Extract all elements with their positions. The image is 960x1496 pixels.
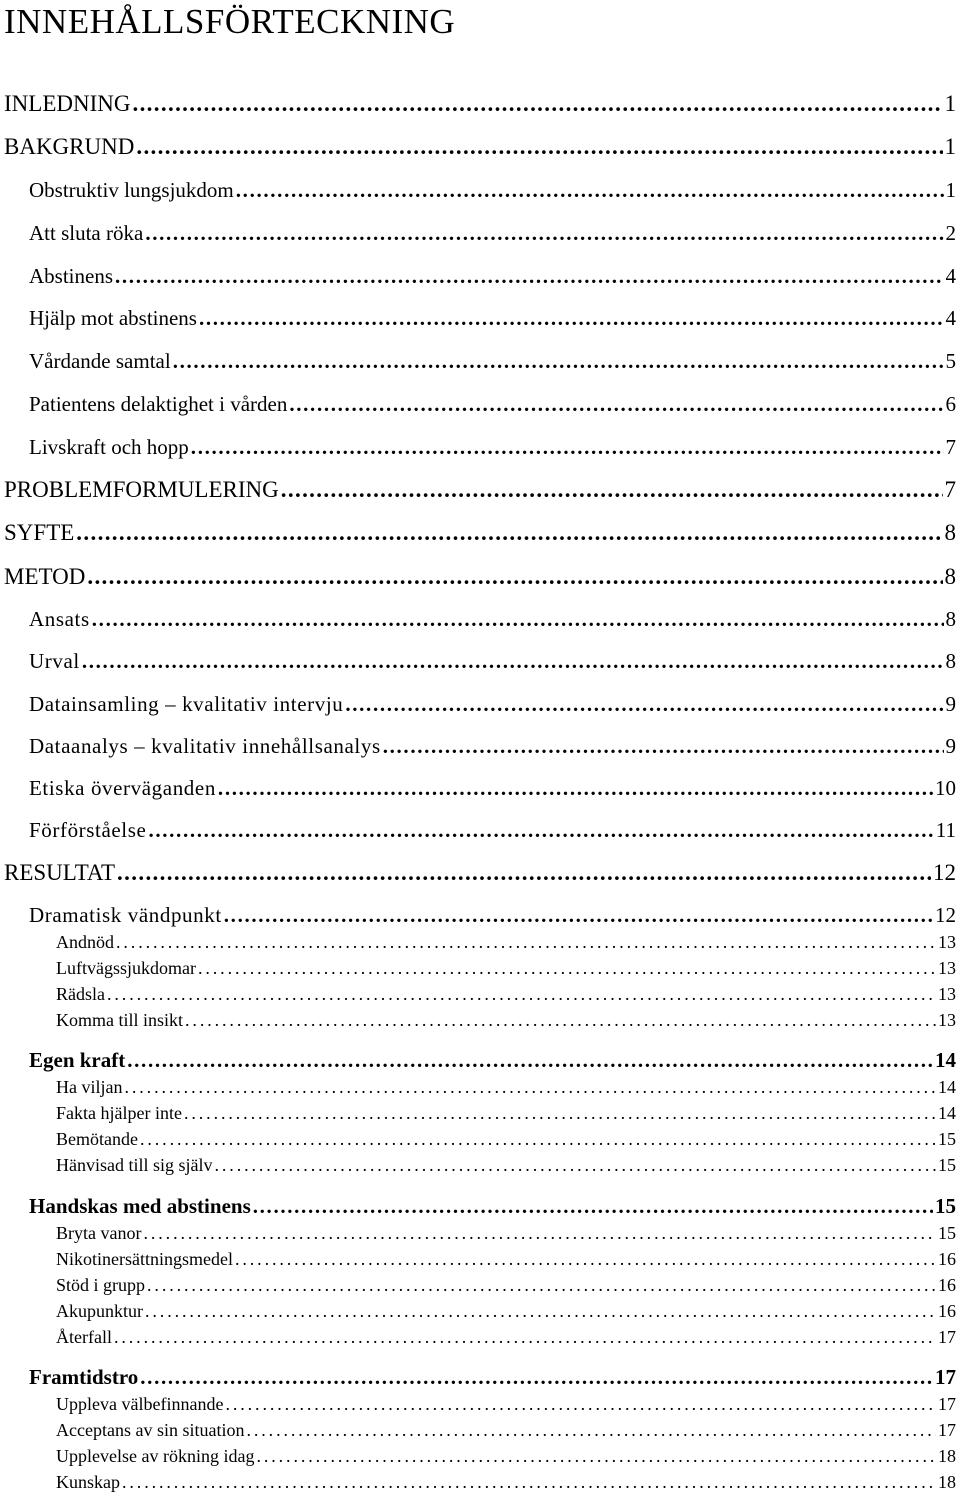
toc-page-number: 17 xyxy=(938,1394,956,1414)
toc-page-number: 12 xyxy=(935,903,956,927)
dot-leader xyxy=(115,263,944,289)
toc-entry-hanvisad-till-sig-sjalv[interactable] xyxy=(56,1154,956,1176)
toc-entry-metod[interactable] xyxy=(4,563,956,591)
toc-entry-problemformulering[interactable] xyxy=(4,476,956,504)
toc-entry-komma-till-insikt[interactable] xyxy=(56,1009,956,1031)
toc-entry-datainsamling[interactable] xyxy=(29,691,956,717)
toc-entry-inledning[interactable] xyxy=(4,90,956,118)
toc-label: Abstinens xyxy=(29,264,113,288)
toc-label: Dramatisk vändpunkt xyxy=(29,903,222,927)
toc-entry-nikotinersattningsmedel[interactable] xyxy=(56,1248,956,1270)
dot-leader xyxy=(225,1393,936,1415)
toc-label: Dataanalys – kvalitativ innehållsanalys xyxy=(29,734,381,758)
toc-entry-fakta-hjalper-inte[interactable] xyxy=(56,1102,956,1124)
toc-label: Bemötande xyxy=(56,1129,138,1149)
toc-page-number: 15 xyxy=(938,1129,956,1149)
toc-label: Uppleva välbefinnande xyxy=(56,1394,224,1414)
toc-page-number: 16 xyxy=(938,1275,956,1295)
toc-page-number: 13 xyxy=(938,1010,956,1030)
dot-leader xyxy=(148,817,933,843)
dot-leader xyxy=(116,931,936,953)
toc-entry-stod-i-grupp[interactable] xyxy=(56,1274,956,1296)
toc-entry-egen-kraft[interactable] xyxy=(29,1047,956,1073)
toc-page-number: 9 xyxy=(945,734,956,758)
dot-leader xyxy=(215,1154,937,1176)
toc-entry-hjalp-mot-abstinens[interactable] xyxy=(29,305,956,331)
toc-entry-resultat[interactable] xyxy=(4,859,956,887)
toc-label: Upplevelse av rökning idag xyxy=(56,1446,255,1466)
toc-page-number: 16 xyxy=(938,1249,956,1269)
toc-entry-forforstaelse[interactable] xyxy=(29,817,956,843)
toc-label: SYFTE xyxy=(4,520,75,545)
dot-leader xyxy=(124,1076,936,1098)
toc-page-number: 8 xyxy=(945,649,956,673)
toc-page-number: 4 xyxy=(945,264,956,288)
toc-label: PROBLEMFORMULERING xyxy=(4,477,279,502)
toc-entry-obstruktiv-lungsjukdom[interactable] xyxy=(29,177,956,203)
dot-leader xyxy=(145,220,943,246)
toc-label: Luftvägssjukdomar xyxy=(56,958,196,978)
toc-label: Nikotinersättningsmedel xyxy=(56,1249,233,1269)
toc-page-number: 17 xyxy=(938,1420,956,1440)
toc-entry-syfte[interactable] xyxy=(4,519,956,547)
toc-page-number: 14 xyxy=(938,1103,956,1123)
toc-label: Andnöd xyxy=(56,932,114,952)
toc-page-number: 12 xyxy=(933,860,956,885)
toc-label: Akupunktur xyxy=(56,1301,143,1321)
toc-label: BAKGRUND xyxy=(4,134,135,159)
toc-label: Ha viljan xyxy=(56,1077,123,1097)
toc-page-number: 15 xyxy=(935,1194,956,1218)
dot-leader xyxy=(224,902,933,928)
toc-page-number: 11 xyxy=(935,818,956,842)
toc-page-number: 17 xyxy=(938,1327,956,1347)
toc-page-number: 15 xyxy=(938,1155,956,1175)
toc-entry-upplevelse-av-rokning-idag[interactable] xyxy=(56,1445,956,1467)
dot-leader xyxy=(107,983,936,1005)
toc-entry-urval[interactable] xyxy=(29,648,956,674)
toc-entry-radsla[interactable] xyxy=(56,983,956,1005)
dot-leader xyxy=(235,1248,936,1270)
toc-entry-kunskap[interactable] xyxy=(56,1471,956,1493)
dot-leader xyxy=(246,1419,936,1441)
dot-leader xyxy=(256,1445,936,1467)
toc-entry-abstinens[interactable] xyxy=(29,263,956,289)
dot-leader xyxy=(184,1102,936,1124)
toc-label: Att sluta röka xyxy=(29,221,144,245)
toc-page-number: 1 xyxy=(945,178,956,202)
toc-page-number: 18 xyxy=(938,1472,956,1492)
toc-page-number: 2 xyxy=(945,221,956,245)
toc-label: Bryta vanor xyxy=(56,1223,142,1243)
toc-page-number: 13 xyxy=(938,984,956,1004)
toc-label: RESULTAT xyxy=(4,860,116,885)
toc-entry-livskraft-och-hopp[interactable] xyxy=(29,434,956,460)
toc-entry-bakgrund[interactable] xyxy=(4,133,956,161)
dot-leader xyxy=(117,859,931,887)
dot-leader xyxy=(92,606,944,632)
toc-label: Patientens delaktighet i vården xyxy=(29,392,288,416)
toc-label: Handskas med abstinens xyxy=(29,1194,251,1218)
toc-label: Komma till insikt xyxy=(56,1010,184,1030)
dot-leader xyxy=(122,1471,936,1493)
dot-leader xyxy=(218,775,933,801)
dot-leader xyxy=(199,305,944,331)
dot-leader xyxy=(87,563,942,591)
toc-page-number: 1 xyxy=(944,91,956,116)
page-title: INNEHÅLLSFÖRTECKNING xyxy=(4,2,456,41)
toc-entry-bryta-vanor[interactable] xyxy=(56,1222,956,1244)
toc-entry-vardande-samtal[interactable] xyxy=(29,348,956,374)
toc-page-number: 8 xyxy=(944,520,956,545)
toc-entry-ha-viljan[interactable] xyxy=(56,1076,956,1098)
toc-page-number: 6 xyxy=(945,392,956,416)
dot-leader xyxy=(236,177,944,203)
toc-entry-att-sluta-roka[interactable] xyxy=(29,220,956,246)
toc-page-number: 5 xyxy=(945,349,956,373)
dot-leader xyxy=(114,1326,936,1348)
toc-label: Rädsla xyxy=(56,984,105,1004)
toc-label: Fakta hjälper inte xyxy=(56,1103,182,1123)
toc-page-number: 15 xyxy=(938,1223,956,1243)
toc-page-number: 8 xyxy=(945,607,956,631)
toc-page-number: 4 xyxy=(945,306,956,330)
dot-leader xyxy=(173,348,944,374)
toc-entry-andnod[interactable] xyxy=(56,931,956,953)
toc-entry-acceptans-av-sin-situation[interactable] xyxy=(56,1419,956,1441)
toc-entry-dataanalys[interactable] xyxy=(29,733,956,759)
toc-page-number: 18 xyxy=(938,1446,956,1466)
toc-entry-etiska-overvaganden[interactable] xyxy=(29,775,956,801)
toc-label: Ansats xyxy=(29,607,90,631)
toc-page-number: 14 xyxy=(938,1077,956,1097)
dot-leader xyxy=(132,90,942,118)
dot-leader xyxy=(136,133,942,161)
dot-leader xyxy=(185,1009,936,1031)
dot-leader xyxy=(140,1128,936,1150)
toc-label: Datainsamling – kvalitativ intervju xyxy=(29,692,344,716)
toc-label: Obstruktiv lungsjukdom xyxy=(29,178,234,202)
dot-leader xyxy=(383,733,944,759)
toc-label: Återfall xyxy=(56,1327,112,1347)
dot-leader xyxy=(76,519,942,547)
toc-label: Framtidstro xyxy=(29,1365,139,1389)
dot-leader xyxy=(281,476,943,504)
dot-leader xyxy=(147,1274,936,1296)
toc-page-number: 13 xyxy=(938,958,956,978)
toc-label: Livskraft och hopp xyxy=(29,435,189,459)
toc-label: Hänvisad till sig själv xyxy=(56,1155,213,1175)
dot-leader xyxy=(127,1047,933,1073)
toc-label: Kunskap xyxy=(56,1472,120,1492)
toc-page-number: 8 xyxy=(944,564,956,589)
toc-page-number: 14 xyxy=(935,1048,956,1072)
toc-entry-ansats[interactable] xyxy=(29,606,956,632)
toc-entry-handskas-med-abstinens[interactable] xyxy=(29,1193,956,1219)
toc-label: Hjälp mot abstinens xyxy=(29,306,197,330)
toc-page-number: 16 xyxy=(938,1301,956,1321)
toc-entry-patientens-delaktighet[interactable] xyxy=(29,391,956,417)
dot-leader xyxy=(191,434,944,460)
toc-label: Urval xyxy=(29,649,80,673)
toc-page-number: 17 xyxy=(935,1365,956,1389)
toc-label: METOD xyxy=(4,564,86,589)
toc-entry-akupunktur[interactable] xyxy=(56,1300,956,1322)
dot-leader xyxy=(143,1222,936,1244)
toc-page-number: 9 xyxy=(945,692,956,716)
dot-leader xyxy=(82,648,944,674)
dot-leader xyxy=(140,1364,933,1390)
toc-entry-framtidstro[interactable] xyxy=(29,1364,956,1390)
dot-leader xyxy=(253,1193,933,1219)
dot-leader xyxy=(289,391,943,417)
toc-label: Egen kraft xyxy=(29,1048,126,1072)
toc-label: INLEDNING xyxy=(4,91,131,116)
toc-page-number: 1 xyxy=(944,134,956,159)
toc-label: Stöd i grupp xyxy=(56,1275,146,1295)
dot-leader xyxy=(145,1300,936,1322)
toc-page-number: 10 xyxy=(935,776,956,800)
toc-label: Förförståelse xyxy=(29,818,147,842)
toc-page-number: 7 xyxy=(945,435,956,459)
dot-leader xyxy=(345,691,943,717)
toc-label: Etiska överväganden xyxy=(29,776,216,800)
toc-entry-dramatisk-vandpunkt[interactable] xyxy=(29,902,956,928)
toc-entry-uppleva-valbefinnande[interactable] xyxy=(56,1393,956,1415)
dot-leader xyxy=(198,957,936,979)
toc-label: Vårdande samtal xyxy=(29,349,171,373)
toc-label: Acceptans av sin situation xyxy=(56,1420,245,1440)
toc-entry-aterfall[interactable] xyxy=(56,1326,956,1348)
toc-page-number: 13 xyxy=(938,932,956,952)
toc-entry-bemotande[interactable] xyxy=(56,1128,956,1150)
toc-entry-luftvagssjukdomar[interactable] xyxy=(56,957,956,979)
toc-page-number: 7 xyxy=(944,477,956,502)
